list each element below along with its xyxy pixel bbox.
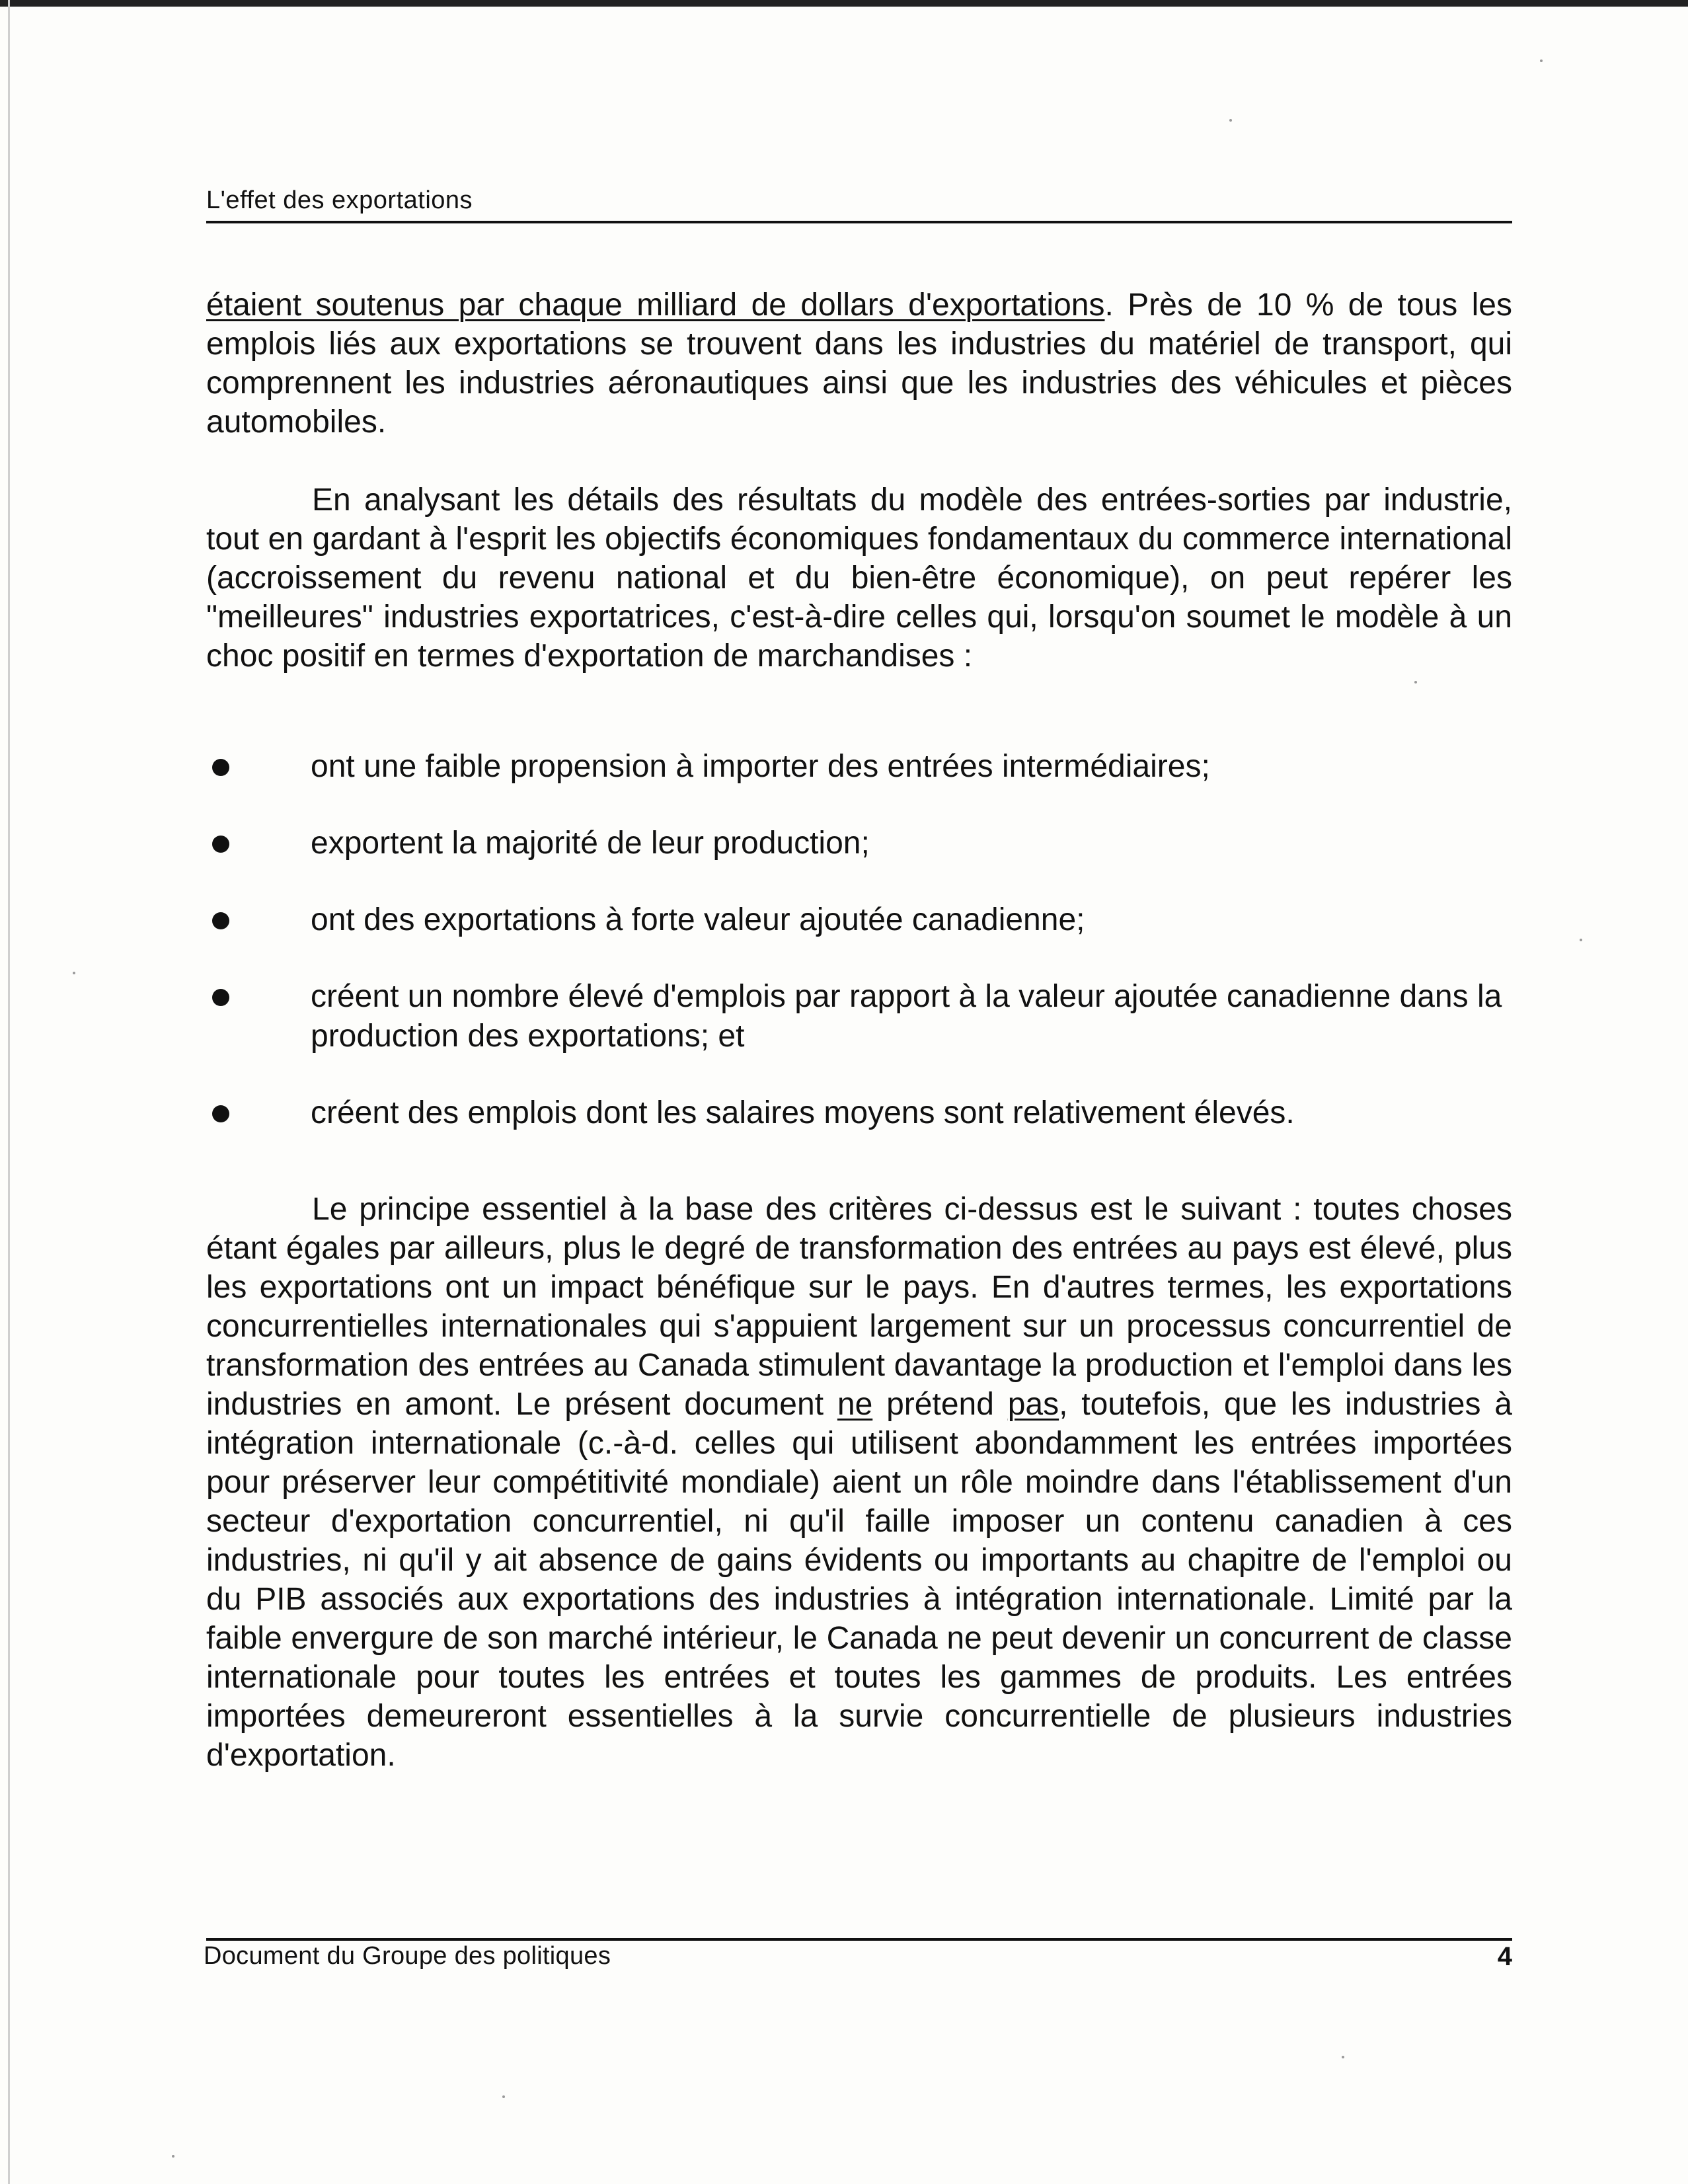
list-item [206,977,1512,1056]
list-item-text: ont des exportations à forte valeur ajoutée canadienne; [311,902,1085,937]
list-item [206,747,1512,787]
paragraph-2: En analysant les détails des résultats du modèle des entrées-sorties par industrie, tout en gardant à l'esprit les objectifs économiques fondamentaux du commerce international (accroissement du revenu national et du bien-être économique), on peut repérer les "meilleures" industries exportatrices, c'est-à-dire celles qui, lorsqu'on soumet le modèle à un choc positif en termes d'exportation de marchandises : [206,483,1512,674]
list-item-text: ont une faible propension à importer des entrées intermédiaires; [311,749,1210,784]
underlined-ne: ne [837,1387,873,1422]
list-item-text: créent des emplois dont les salaires moyens sont relativement élevés. [311,1095,1295,1130]
scan-speck [1414,681,1417,683]
bullet-icon [212,759,229,776]
scan-speck [73,972,75,974]
list-item-text: créent un nombre élevé d'emplois par rapport à la valeur ajoutée canadienne dans la production des exportations; et [311,979,1502,1054]
list-item [206,1093,1512,1133]
paragraph-1-text: . Près de 10 % de tous les emplois liés aux exportations se trouvent dans les industries du matériel de transport, qui comprennent les industries aéronautiques ainsi que les industries des véhicules et pièces automobiles. [206,288,1512,440]
bullet-icon [212,989,229,1006]
bullet-icon [212,912,229,929]
bullet-icon [212,836,229,853]
list-item [206,824,1512,863]
scan-speck [1580,939,1582,941]
footer-rule [206,1938,1512,1941]
underlined-pas: pas [1007,1387,1059,1422]
underlined-phrase: étaient soutenus par chaque milliard de dollars d'exportations [206,288,1105,323]
paragraph-3 [206,1190,1512,1775]
paragraph-3-text-b: prétend [872,1387,1008,1422]
list-item-text: exportent la majorité de leur production; [311,826,870,861]
criteria-list [206,747,1512,1133]
scan-speck [502,2095,505,2098]
page-number: 4 [1497,1942,1512,1971]
scan-speck [1540,59,1543,62]
scan-speck [1342,2056,1344,2058]
scan-speck [172,2155,174,2158]
paragraph-1 [206,286,1512,442]
bullet-icon [212,1105,229,1122]
header-rule [206,221,1512,223]
scan-speck [1229,119,1232,122]
scan-left-edge [8,0,10,2184]
page-top-border [0,0,1688,7]
paragraph-3-text-a: Le principe essentiel à la base des critères ci-dessus est le suivant : toutes choses étant égales par ailleurs, plus le degré de transformation des entrées au pays est élevé, plus les exportations ont un impact bénéfique sur le pays. En d'autres termes, les exportations concurrentielles internationales qui s'appuient largement sur un processus concurrentiel de transformation des entrées au Canada stimulent davantage la production et l'emploi dans les industries en amont. Le présent document [206,1192,1512,1422]
running-header: L'effet des exportations [206,186,473,214]
list-item [206,900,1512,940]
footer-document-label: Document du Groupe des politiques [204,1942,611,1970]
paragraph-3-text-c: , toutefois, que les industries à intégration internationale (c.-à-d. celles qui utilisent abondamment les entrées importées pour préserver leur compétitivité mondiale) aient un rôle moindre dans l'établissement d'un secteur d'exportation concurrentiel, ni qu'il faille imposer un contenu canadien à ces industries, ni qu'il y ait absence de gains évidents ou importants au chapitre de l'emploi ou du PIB associés aux exportations des industries à intégration internationale. Limité par la faible envergure de son marché intérieur, le Canada ne peut devenir un concurrent de classe internationale pour toutes les entrées et toutes les gammes de produits. Les entrées importées demeureront essentielles à la survie concurrentielle de plusieurs industries d'exportation. [206,1387,1512,1773]
